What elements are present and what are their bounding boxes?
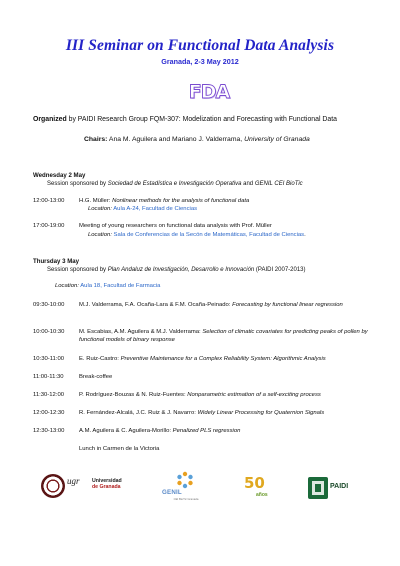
location-value: Sala de Conferencias de la Secón de Matemáticas, Facultad de Ciencias [111,232,305,238]
day1-item-2-location [88,232,306,238]
anniversary-text: años [256,492,268,498]
item-desc: Meeting of young researchers on functional data analysis with Prof. Müller [79,223,272,229]
item-time: 09:30-10:00 [33,302,65,308]
day1-and: and [241,181,255,187]
chairs-names: Ana M. Aguilera and Mariano J. Valderrama, [107,136,245,143]
day2-location [55,283,160,289]
organizer-line [33,116,337,123]
genil-subtitle: CEI BioTic Granada [173,497,199,501]
item-time: 12:00-13:00 [33,198,65,204]
item-talk-title: Widely Linear Processing for Quaternion Signals [197,410,325,416]
day1-heading: Wednesday 2 May [33,172,86,179]
anniversary-logo [242,472,272,502]
item-speaker: E. Ruiz-Castro: [79,356,121,362]
location-value: Aula A-24, Facultad de Ciencias [111,206,198,212]
day1-sponsor2: GENIL CEI BioTic [254,181,303,187]
day2-sponsor-suffix: (PAIDI 2007-2013) [254,267,306,273]
item-talk-title: Penalized PLS regression [172,428,241,434]
location-label: Location: [88,232,112,238]
item-time: 11:00-11:30 [33,374,64,380]
fda-logo: FDA [188,81,230,103]
item-desc [79,355,369,363]
item-desc [79,427,369,435]
item-time: 12:30-13:00 [33,428,65,434]
location-label: Location: [55,283,79,289]
seminar-date: Granada, 2-3 May 2012 [161,57,239,66]
item-speaker: R. Fernández-Alcalá, J.C. Ruiz & J. Navarro: [79,410,198,416]
item-time: 11:30-12:00 [33,392,65,398]
item-desc [79,301,369,309]
item-speaker: P. Rodríguez-Bouzas & N. Ruiz-Fuentes: [79,392,188,398]
item-time: 17:00-19:00 [33,223,65,229]
day2-item-4 [0,373,400,383]
item-time: 10:30-11:00 [33,356,65,362]
day1-item-1 [0,197,400,217]
organizer-text: by PAIDI Research Group FQM-307: Modelization and Forecasting with Functional Data [66,116,337,123]
location-end: . [304,232,306,238]
item-speaker: M.J. Valderrama, F.A. Ocaña-Lara & F.M. Ocaña-Peinado: [79,302,233,308]
item-desc: Break-coffee [79,374,113,380]
item-speaker: M. Escabias, A.M. Aguilera & M.J. Valderrama: [79,329,203,335]
item-talk-title: Forecasting by functional linear regression [232,302,343,308]
paidi-wordmark: PAIDI [330,483,349,490]
seminar-title: III Seminar on Functional Data Analysis [65,37,335,54]
chairs-line [84,136,310,143]
chairs-institution: University of Granada [244,136,310,143]
day2-item-5 [0,391,400,401]
day2-heading: Thursday 3 May [33,258,80,265]
ugr-name-line2: de Granada [92,484,121,491]
item-talk-title: Selection of climatic covariates for predicting peaks of pollen by functional models of binary response [79,329,368,344]
chairs-label: Chairs: [84,136,108,143]
item-talk-title: Nonlinear methods for the analysis of functional data [112,198,250,204]
item-desc [79,197,369,205]
item-desc [79,409,369,417]
day2-item-6 [0,409,400,419]
day1-item-2 [0,222,400,232]
genil-wordmark: GENIL [162,489,182,496]
day2-item-2 [0,328,400,346]
day2-item-1 [0,301,400,319]
day1-session [47,181,303,187]
ugr-seal-logo [41,474,65,498]
day2-session-prefix: Session sponsored by [47,267,108,273]
item-speaker: H.G. Müller: [79,198,113,204]
ugr-name-line1: Universidad [92,478,122,484]
organizer-label: Organized [33,116,67,123]
anniversary-number: 50 [244,474,265,492]
lunch-line: Lunch in Carmen de la Victoria [79,446,160,452]
day2-session [47,267,306,273]
day1-sponsor1: Sociedad de Estadística e Investigación Operativa [107,181,242,187]
ugr-wordmark: ugr [67,476,80,486]
location-value: Aula 18, Facultad de Farmacia [78,283,161,289]
day2-sponsor: Plan Andaluz de Investigación, Desarrollo e Innovación [107,267,255,273]
day2-item-7 [0,427,400,437]
item-time: 10:00-10:30 [33,329,65,335]
ugr-name [92,478,122,491]
day2-item-3 [0,355,400,365]
item-talk-title: Preventive Maintenance for a Complex Reliability System: Algorithmic Analysis [120,356,326,362]
item-time: 12:00-12:30 [33,410,65,416]
item-desc [79,328,369,344]
day1-item-1-location [88,206,197,212]
location-label: Location: [88,206,112,212]
item-speaker: A.M. Aguilera & C. Aguilera-Morillo: [79,428,173,434]
item-desc [79,391,369,399]
item-talk-title: Nonparametric estimation of a self-exciting process [187,392,321,398]
day1-session-prefix: Session sponsored by [47,181,108,187]
